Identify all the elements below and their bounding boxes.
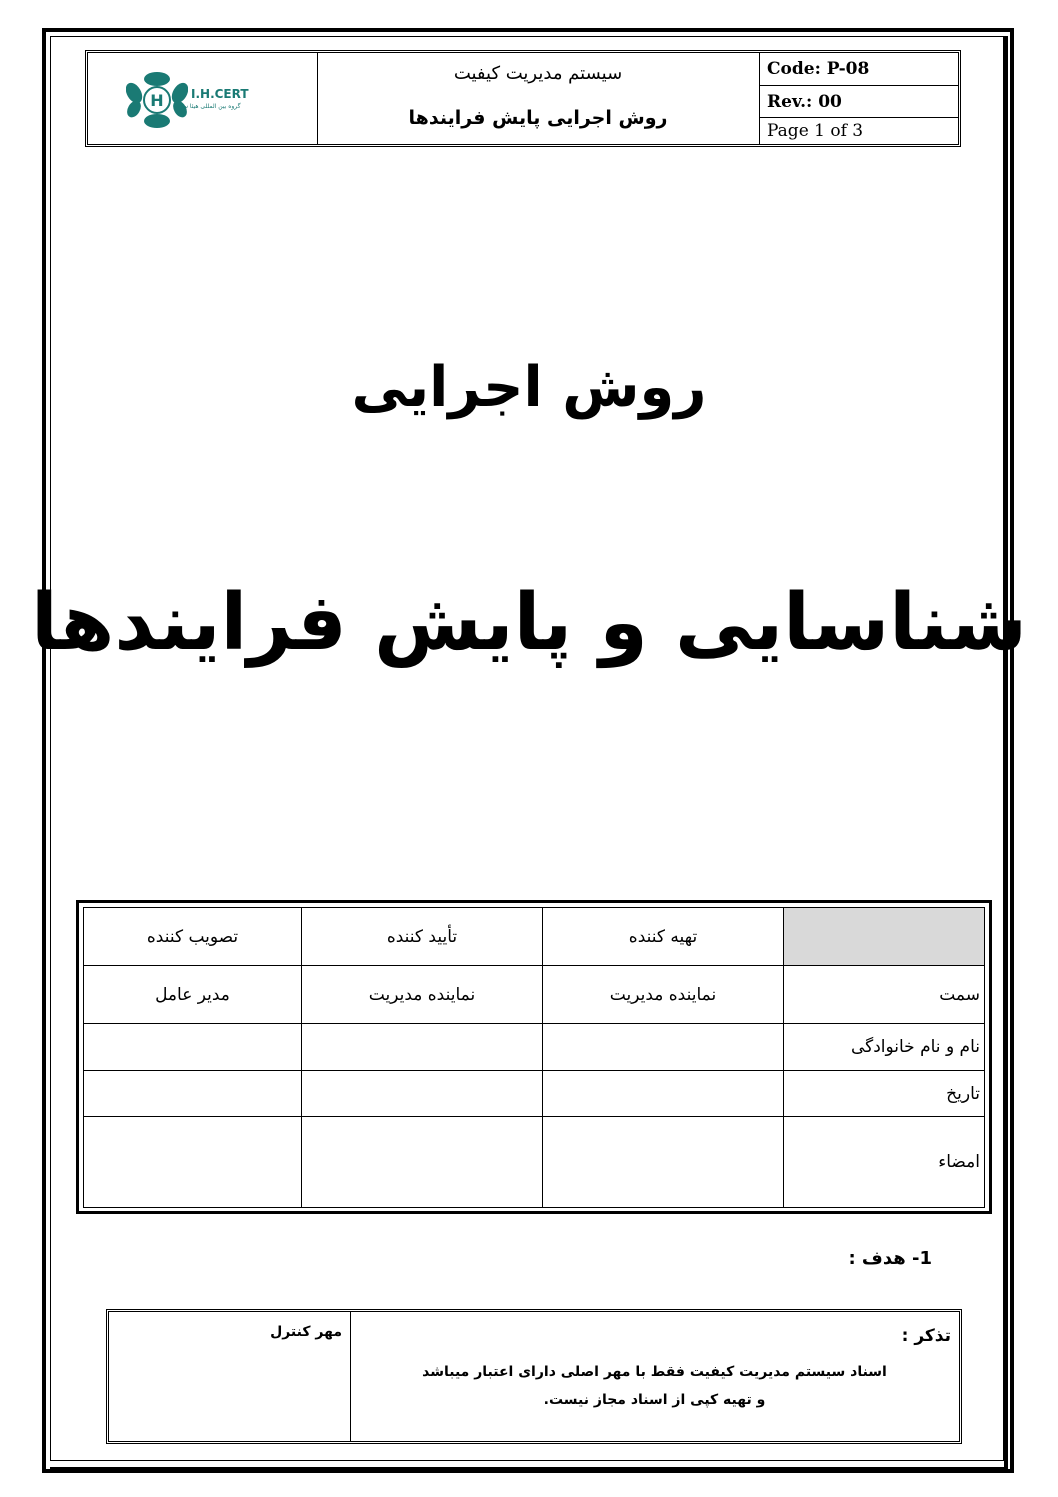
page-number: Page 1 of 3 [767, 121, 864, 141]
table-cell: نماینده مدیریت [543, 966, 784, 1024]
footer-note-box [106, 1309, 962, 1444]
header-approver: تصویب کننده [84, 908, 302, 966]
row-label-signature: امضاء [784, 1117, 985, 1208]
row-label-position: سمت [784, 966, 985, 1024]
note-text-line1: اسناد سیستم مدیریت کیفیت فقط با مهر اصلی دارای اعتبار میباشد [422, 1364, 887, 1380]
table-row [84, 966, 985, 1024]
table-cell [302, 1117, 543, 1208]
header-preparer: تهیه کننده [543, 908, 784, 966]
svg-text:H: H [150, 91, 164, 110]
document-header [85, 50, 961, 147]
approval-table [76, 900, 992, 1214]
table-cell [543, 1117, 784, 1208]
logo-cell [88, 53, 318, 144]
table-row [84, 1117, 985, 1208]
page-border-shadow-right [1004, 36, 1008, 1471]
system-title: سیستم مدیریت کیفیت [453, 63, 623, 84]
table-cell [543, 1024, 784, 1071]
row-label-date: تاریخ [784, 1071, 985, 1117]
main-title-line2: شناسایی و پایش فرایندها [31, 578, 1027, 668]
table-cell [84, 1024, 302, 1071]
table-cell [302, 1071, 543, 1117]
table-cell: مدیر عامل [84, 966, 302, 1024]
logo-subtext: گروه بین المللی هیئا سرت [174, 103, 241, 110]
main-title-line1: روش اجرایی [351, 355, 707, 420]
document-code: Code: P-08 [759, 53, 958, 86]
procedure-title: روش اجرایی پایش فرایندها [408, 107, 668, 129]
document-revision: Rev.: 00 [759, 86, 958, 118]
company-logo-icon [126, 71, 188, 129]
document-control-cell [759, 53, 958, 144]
table-cell [84, 1117, 302, 1208]
table-cell: نماینده مدیریت [302, 966, 543, 1024]
note-title: تذکر : [901, 1326, 951, 1346]
section-heading-goal: 1- هدف : [848, 1248, 932, 1269]
page-border-shadow-bottom [50, 1467, 1008, 1471]
header-empty-cell [784, 908, 985, 966]
row-label-name: نام و نام خانوادگی [784, 1024, 985, 1071]
stamp-label: مهر کنترل [270, 1324, 342, 1340]
table-cell [84, 1071, 302, 1117]
table-row [84, 1071, 985, 1117]
table-cell [543, 1071, 784, 1117]
logo-text: I.H.CERT [191, 87, 249, 101]
table-cell [302, 1024, 543, 1071]
note-text-line2: و تهیه کپی از اسناد مجاز نیست. [543, 1392, 766, 1408]
header-title-cell [317, 53, 760, 144]
control-stamp-cell [109, 1312, 351, 1441]
table-header-row [84, 908, 985, 966]
table-row [84, 1024, 985, 1071]
header-verifier: تأیید کننده [302, 908, 543, 966]
